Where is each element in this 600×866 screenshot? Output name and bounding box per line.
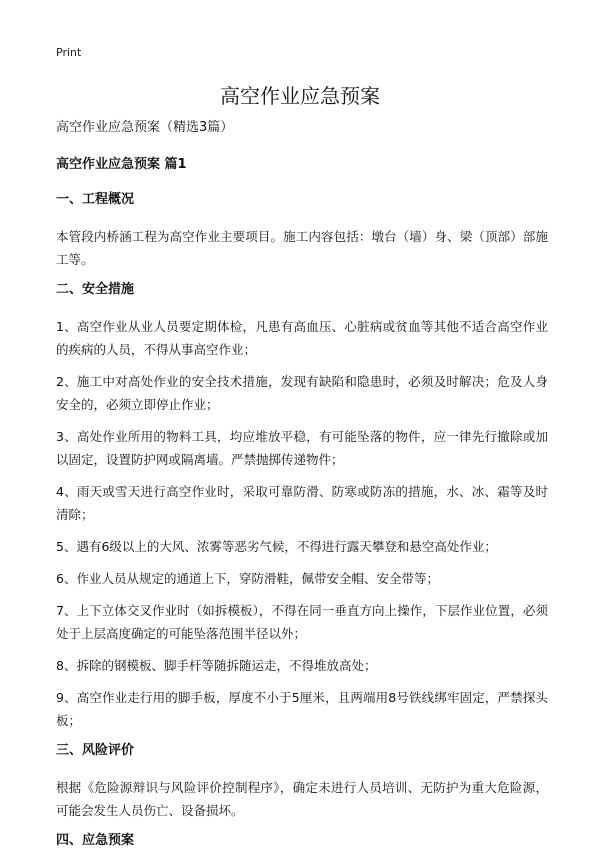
paragraph: 8、拆除的钢模板、脚手杆等随拆随运走，不得堆放高处； <box>56 658 377 673</box>
print-label: Print <box>56 46 82 59</box>
section-heading: 三、风险评价 <box>56 743 135 758</box>
document-subtitle: 高空作业应急预案（精选3篇） <box>56 120 234 135</box>
part-heading: 高空作业应急预案 篇1 <box>56 157 187 172</box>
section-heading: 一、工程概况 <box>56 192 135 207</box>
paragraph: 1、高空作业从业人员要定期体检，凡患有高血压、心脏病或贫血等其他不适合高空作业的疾病的人员，不得从事高空作业； <box>56 319 548 357</box>
document-title: 高空作业应急预案 <box>220 84 380 108</box>
paragraph: 本管段内桥涵工程为高空作业主要项目。施工内容包括：墩台（墙）身、梁（顶部）部施工等。 <box>56 229 548 267</box>
paragraph: 根据《危险源辩识与风险评价控制程序》，确定未进行人员培训、无防护为重大危险源，可能会发生人员伤亡、设备损坏。 <box>56 780 548 818</box>
paragraph: 5、遇有6级以上的大风、浓雾等恶劣气候，不得进行露天攀登和悬空高处作业； <box>56 539 497 554</box>
paragraph: 6、作业人员从规定的通道上下，穿防滑鞋，佩带安全帽、安全带等； <box>56 571 439 586</box>
paragraph: 2、施工中对高处作业的安全技术措施，发现有缺陷和隐患时，必须及时解决；危及人身安全的，必须立即停止作业； <box>56 374 548 412</box>
paragraph: 3、高处作业所用的物料工具，均应堆放平稳，有可能坠落的物件，应一律先行撤除或加以固定，设置防护网或隔离墙。严禁抛掷传递物件； <box>56 429 548 467</box>
section-heading: 四、应急预案 <box>56 833 135 848</box>
section-heading: 二、安全措施 <box>56 282 135 297</box>
document-body <box>56 118 548 866</box>
paragraph: 4、雨天或雪天进行高空作业时，采取可靠防滑、防寒或防冻的措施，水、冰、霜等及时清除； <box>56 484 548 522</box>
paragraph: 9、高空作业走行用的脚手板，厚度不小于5厘米，且两端用8号铁线绑牢固定，严禁探头板； <box>56 690 548 728</box>
paragraph: 7、上下立体交叉作业时（如拆模板），不得在同一垂直方向上操作，下层作业位置，必须处于上层高度确定的可能坠落范围半径以外； <box>56 603 548 641</box>
